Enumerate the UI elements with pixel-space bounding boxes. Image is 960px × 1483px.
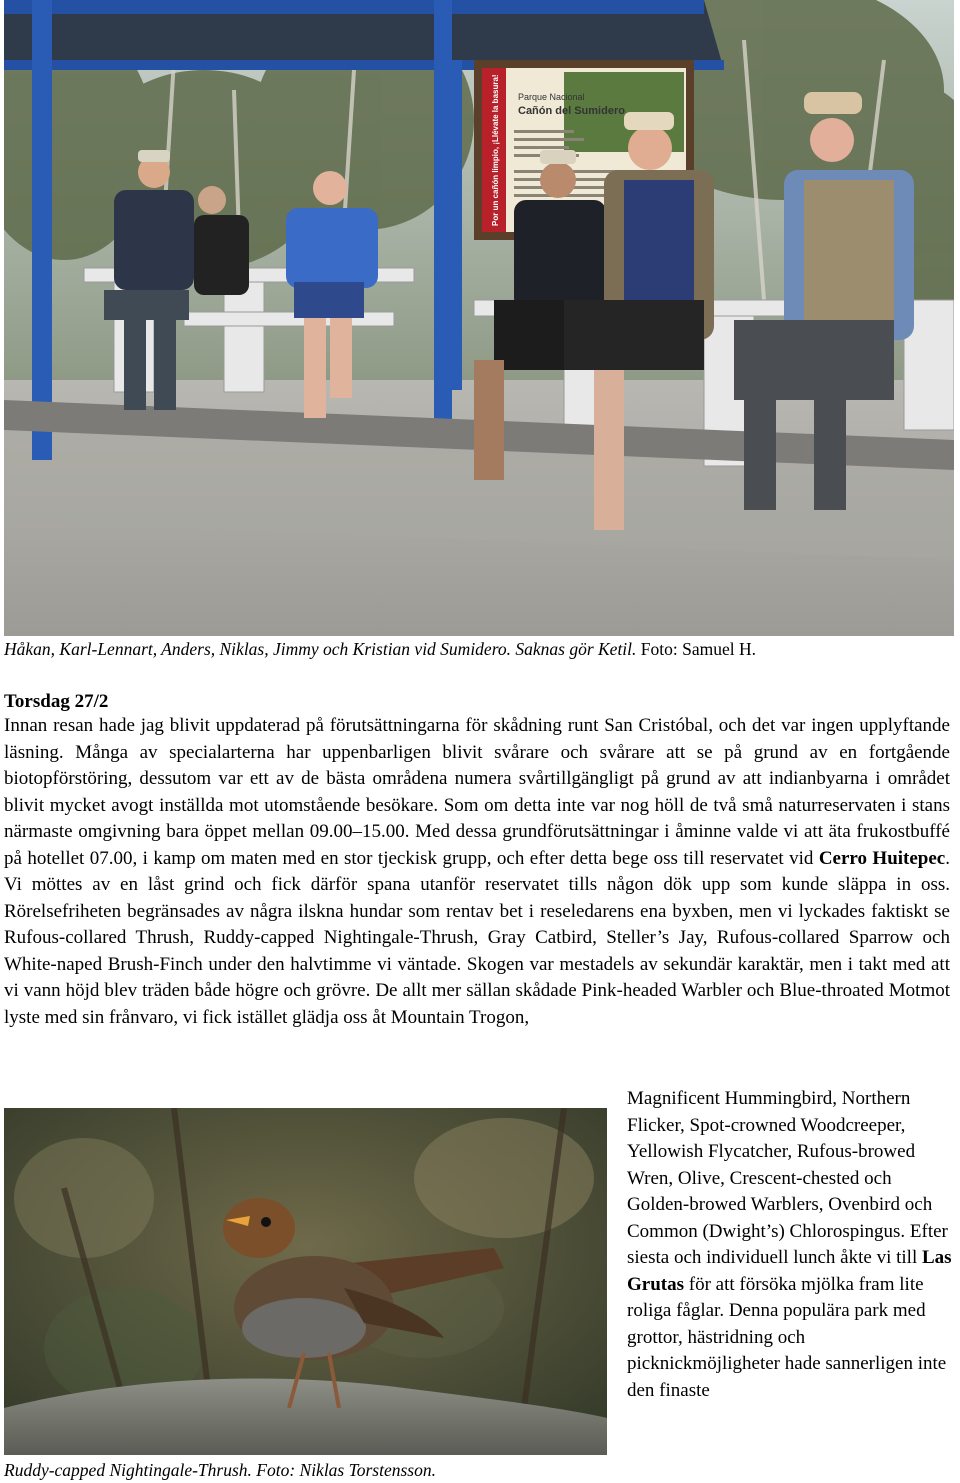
photo2-caption: Ruddy-capped Nightingale-Thrush. Foto: Niklas Torstensson. [4, 1460, 436, 1480]
main-paragraph-text-1: Innan resan hade jag blivit uppdaterad på förutsättningarna för skådning runt San Cristóbal, och det var ingen upplyftande läsning. Många av specialarterna har uppenbarligen blivit svårare och svårare att se på grund av en fortgående biotopförstöring, dessutom var ett av de bästa områdena numera svårtillgängligt på grund av att indianbyarna i området blivit mycket avogt inställda mot utomstående besökare. Som om detta inte var nog höll de två små naturreservaten i stans närmaste omgivning bara öppet mellan 09.00–15.00. Med dessa grundförutsättningar i åminne valde vi att äta frukostbuffé på hotellet 07.00, i kamp om maten med en stor tjeckisk grupp, och efter detta bege oss till reservatet vid [4, 715, 950, 869]
side-paragraph-text-1: Magnificent Hummingbird, Northern Flicker, Spot-crowned Woodcreeper, Yellowish Flycatcher, Rufous-browed Wren, Olive, Crescent-chested och Golden-browed Warblers, Ovenbird och Common (Dwight’s) Chlorospingus. Efter siesta och individuell lunch åkte vi till [627, 1088, 948, 1268]
side-paragraph [627, 1086, 957, 1404]
sign-side-text: Por un cañón limpio, ¡Llévate la basura! [491, 74, 500, 226]
bird-photo [4, 1108, 607, 1455]
group-photo [4, 0, 954, 636]
sign-header-title: Cañón del Sumidero [518, 105, 625, 117]
photo1-caption-credit: Foto: Samuel H. [636, 639, 756, 659]
location-las-grutas: Las Grutas [627, 1247, 952, 1295]
sign-header-small: Parque Nacional [518, 92, 585, 102]
photo1-caption-names: Håkan, Karl-Lennart, Anders, Niklas, Jimmy och Kristian vid Sumidero. Saknas gör Ketil. [4, 639, 637, 659]
main-paragraph-text-2: . Vi möttes av en låst grind och fick därför spana utanför reservatet tills någon dök upp som kunde släppa in oss. Rörelsefriheten begränsades av några ilskna hundar som rentav bet i reseledarens ena byxben, men vi lyckades faktiskt se Rufous-collared Thrush, Ruddy-capped Nightingale-Thrush, Gray Catbird, Steller’s Jay, Rufous-collared Sparrow och White-naped Brush-Finch under den halvtimme vi väntade. Skogen var mestadels av sekundär karaktär, men i takt med att vi vann höjd blev träden både högre och grövre. De allt mer sällan skådade Pink-headed Warbler och Blue-throated Motmot lyste med sin frånvaro, vi fick istället glädja oss åt Mountain Trogon, [4, 847, 950, 1028]
photo1-caption [4, 638, 756, 660]
main-paragraph [4, 713, 950, 1031]
day-heading: Torsdag 27/2 [4, 691, 109, 712]
side-paragraph-text-2: för att försöka mjölka fram lite roliga fåglar. Denna populära park med grottor, hästridning och picknickmöjligheter hade sannerligen inte den finaste [627, 1273, 947, 1401]
location-cerro-huitepec: Cerro Huitepec [818, 847, 946, 869]
